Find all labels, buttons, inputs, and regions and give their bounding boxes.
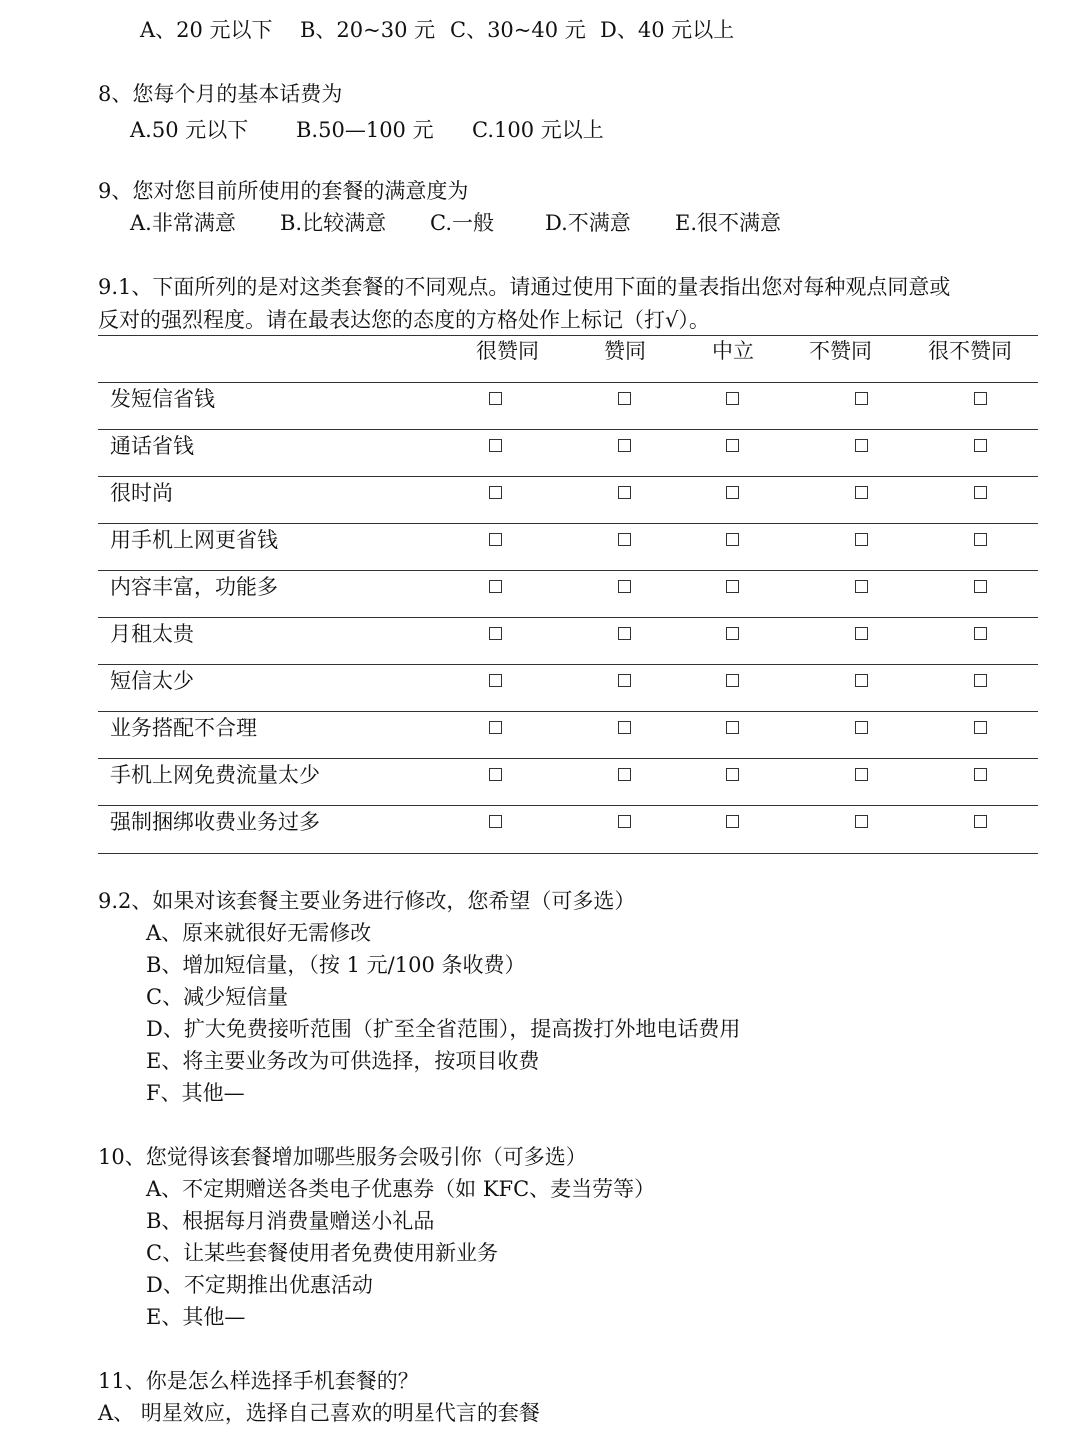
- table-rule: [98, 476, 1038, 477]
- checkbox[interactable]: [489, 580, 502, 593]
- row-label-mobile-internet-saves: 用手机上网更省钱: [110, 528, 278, 552]
- q9-1-line2: 反对的强烈程度。请在最表达您的态度的方格处作上标记（打√）。: [98, 308, 710, 332]
- checkbox[interactable]: [489, 815, 502, 828]
- checkbox[interactable]: [489, 392, 502, 405]
- checkbox[interactable]: [855, 768, 868, 781]
- column-header-neutral: 中立: [712, 339, 754, 363]
- checkbox[interactable]: [726, 768, 739, 781]
- q9-2-option-c: C、减少短信量: [146, 985, 289, 1009]
- checkbox[interactable]: [489, 721, 502, 734]
- q9-2-title: 9.2、如果对该套餐主要业务进行修改，您希望（可多选）: [98, 889, 636, 913]
- column-header-agree: 赞同: [604, 339, 646, 363]
- table-rule-top: [98, 335, 1038, 336]
- checkbox[interactable]: [726, 486, 739, 499]
- checkbox[interactable]: [974, 627, 987, 640]
- checkbox[interactable]: [974, 580, 987, 593]
- checkbox[interactable]: [855, 533, 868, 546]
- row-label-forced-bundled-fees: 强制捆绑收费业务过多: [110, 810, 320, 834]
- q8-title: 8、您每个月的基本话费为: [98, 82, 343, 106]
- checkbox[interactable]: [726, 533, 739, 546]
- checkbox[interactable]: [726, 721, 739, 734]
- q9-option-d: D.不满意: [545, 211, 631, 235]
- checkbox[interactable]: [726, 815, 739, 828]
- checkbox[interactable]: [489, 627, 502, 640]
- checkbox[interactable]: [974, 721, 987, 734]
- q9-option-e: E.很不满意: [675, 211, 782, 235]
- checkbox[interactable]: [489, 674, 502, 687]
- row-label-fashionable: 很时尚: [110, 481, 173, 505]
- row-label-rent-too-high: 月租太贵: [110, 622, 194, 646]
- checkbox[interactable]: [618, 486, 631, 499]
- checkbox[interactable]: [855, 580, 868, 593]
- checkbox[interactable]: [974, 768, 987, 781]
- row-label-calls-save-money: 通话省钱: [110, 434, 194, 458]
- checkbox[interactable]: [726, 674, 739, 687]
- q9-option-b: B.比较满意: [280, 211, 387, 235]
- checkbox[interactable]: [618, 674, 631, 687]
- row-label-sms-saves-money: 发短信省钱: [110, 387, 215, 411]
- column-header-disagree: 不赞同: [809, 339, 872, 363]
- q10-title: 10、您觉得该套餐增加哪些服务会吸引你（可多选）: [98, 1145, 587, 1169]
- q8-option-c: C.100 元以上: [472, 118, 604, 142]
- row-label-too-few-sms: 短信太少: [110, 669, 194, 693]
- q9-2-option-a: A、原来就很好无需修改: [146, 921, 372, 945]
- checkbox[interactable]: [489, 533, 502, 546]
- checkbox[interactable]: [855, 486, 868, 499]
- checkbox[interactable]: [855, 392, 868, 405]
- checkbox[interactable]: [974, 392, 987, 405]
- q10-option-a: A、不定期赠送各类电子优惠券（如 KFC、麦当劳等）: [146, 1177, 656, 1201]
- checkbox[interactable]: [489, 439, 502, 452]
- q7-option-d: D、40 元以上: [600, 18, 735, 42]
- checkbox[interactable]: [726, 392, 739, 405]
- q9-option-c: C.一般: [430, 211, 494, 235]
- checkbox[interactable]: [855, 815, 868, 828]
- q9-1-line1: 9.1、下面所列的是对这类套餐的不同观点。请通过使用下面的量表指出您对每种观点同意或: [98, 275, 951, 299]
- q10-option-e: E、其他—: [146, 1305, 246, 1329]
- checkbox[interactable]: [489, 768, 502, 781]
- checkbox[interactable]: [726, 439, 739, 452]
- checkbox[interactable]: [618, 439, 631, 452]
- checkbox[interactable]: [974, 439, 987, 452]
- checkbox[interactable]: [855, 721, 868, 734]
- table-rule: [98, 570, 1038, 571]
- q9-2-option-d: D、扩大免费接听范围（扩至全省范围），提高拨打外地电话费用: [146, 1017, 741, 1041]
- row-label-unreasonable-bundle: 业务搭配不合理: [110, 716, 257, 740]
- checkbox[interactable]: [489, 486, 502, 499]
- table-rule: [98, 617, 1038, 618]
- q9-2-option-f: F、其他—: [146, 1081, 245, 1105]
- q10-option-d: D、不定期推出优惠活动: [146, 1273, 373, 1297]
- table-rule: [98, 711, 1038, 712]
- q11-title: 11、你是怎么样选择手机套餐的？: [98, 1369, 419, 1393]
- checkbox[interactable]: [618, 392, 631, 405]
- checkbox[interactable]: [855, 627, 868, 640]
- checkbox[interactable]: [618, 533, 631, 546]
- q11-option-a: A、 明星效应，选择自己喜欢的明星代言的套餐: [98, 1401, 540, 1425]
- q10-option-b: B、根据每月消费量赠送小礼品: [146, 1209, 435, 1233]
- checkbox[interactable]: [855, 439, 868, 452]
- q9-option-a: A.非常满意: [130, 211, 236, 235]
- table-rule: [98, 664, 1038, 665]
- q7-option-c: C、30~40 元: [450, 18, 586, 42]
- row-label-rich-content: 内容丰富，功能多: [110, 575, 278, 599]
- checkbox[interactable]: [618, 580, 631, 593]
- table-rule: [98, 758, 1038, 759]
- table-rule: [98, 382, 1038, 383]
- q7-option-b: B、20~30 元: [300, 18, 436, 42]
- checkbox[interactable]: [974, 815, 987, 828]
- checkbox[interactable]: [974, 674, 987, 687]
- table-rule: [98, 523, 1038, 524]
- table-rule: [98, 429, 1038, 430]
- checkbox[interactable]: [618, 768, 631, 781]
- checkbox[interactable]: [726, 580, 739, 593]
- row-label-too-little-free-data: 手机上网免费流量太少: [110, 763, 320, 787]
- checkbox[interactable]: [974, 486, 987, 499]
- q10-option-c: C、让某些套餐使用者免费使用新业务: [146, 1241, 499, 1265]
- q8-option-b: B.50—100 元: [296, 118, 434, 142]
- q9-2-option-e: E、将主要业务改为可供选择，按项目收费: [146, 1049, 540, 1073]
- checkbox[interactable]: [726, 627, 739, 640]
- checkbox[interactable]: [974, 533, 987, 546]
- column-header-strongly-agree: 很赞同: [476, 339, 539, 363]
- checkbox[interactable]: [618, 815, 631, 828]
- table-rule: [98, 805, 1038, 806]
- q7-option-a: A、20 元以下: [140, 18, 273, 42]
- checkbox[interactable]: [855, 674, 868, 687]
- checkbox[interactable]: [618, 721, 631, 734]
- q8-option-a: A.50 元以下: [130, 118, 249, 142]
- q9-title: 9、您对您目前所使用的套餐的满意度为: [98, 179, 469, 203]
- table-rule-bottom: [98, 853, 1038, 854]
- checkbox[interactable]: [618, 627, 631, 640]
- column-header-strongly-disagree: 很不赞同: [928, 339, 1012, 363]
- q9-2-option-b: B、增加短信量，（按 1 元/100 条收费）: [146, 953, 526, 977]
